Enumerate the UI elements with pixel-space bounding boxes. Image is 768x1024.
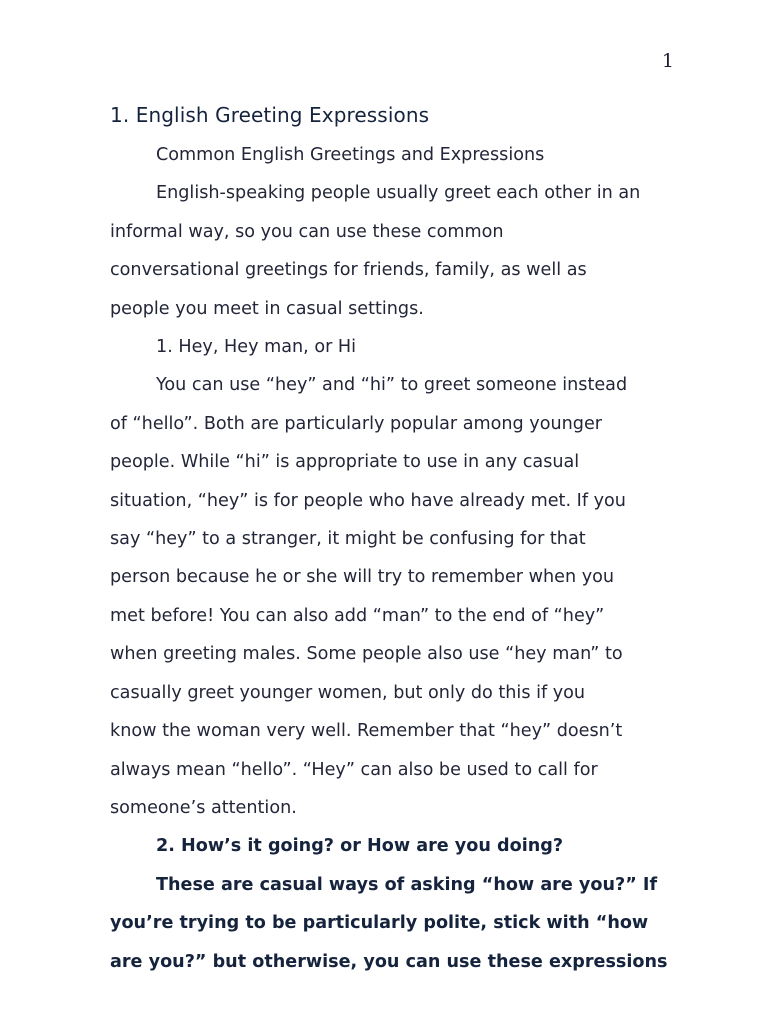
paragraph-line: say “hey” to a stranger, it might be confusing for that (110, 529, 586, 550)
paragraph-line: people. While “hi” is appropriate to use in any casual (110, 452, 580, 473)
section-heading: 1. English Greeting Expressions (110, 103, 430, 127)
item1-title: 1. Hey, Hey man, or Hi (156, 337, 357, 358)
paragraph-line: conversational greetings for friends, family, as well as (110, 260, 587, 281)
paragraph-line: someone’s attention. (110, 797, 297, 818)
paragraph-line: informal way, so you can use these common (110, 221, 504, 242)
paragraph-line: These are casual ways of asking “how are you?” If (156, 874, 658, 895)
paragraph-line: person because he or she will try to remember when you (110, 567, 615, 588)
item2-paragraph (110, 866, 670, 981)
subheading: Common English Greetings and Expressions (156, 145, 545, 165)
paragraph-line: you’re trying to be particularly polite, stick with “how (110, 913, 649, 934)
item1-paragraph (110, 366, 670, 827)
paragraph-line: You can use “hey” and “hi” to greet someone instead (156, 375, 628, 396)
paragraph-line: always mean “hello”. “Hey” can also be used to call for (110, 759, 598, 780)
paragraph-line: English-speaking people usually greet each other in an (156, 183, 641, 204)
paragraph-line: when greeting males. Some people also use “hey man” to (110, 644, 623, 665)
paragraph-line: people you meet in casual settings. (110, 298, 424, 319)
paragraph-line: met before! You can also add “man” to the end of “hey” (110, 605, 605, 626)
intro-paragraph (110, 174, 670, 328)
paragraph-line: know the woman very well. Remember that “hey” doesn’t (110, 721, 623, 742)
paragraph-line: situation, “hey” is for people who have already met. If you (110, 490, 626, 511)
document-body (110, 98, 670, 981)
paragraph-line: are you?” but otherwise, you can use these expressions (110, 951, 668, 972)
paragraph-line: casually greet younger women, but only do this if you (110, 682, 586, 703)
page-number: 1 (661, 50, 674, 72)
item2-title: 2. How’s it going? or How are you doing? (156, 836, 564, 857)
paragraph-line: of “hello”. Both are particularly popular among younger (110, 413, 603, 434)
